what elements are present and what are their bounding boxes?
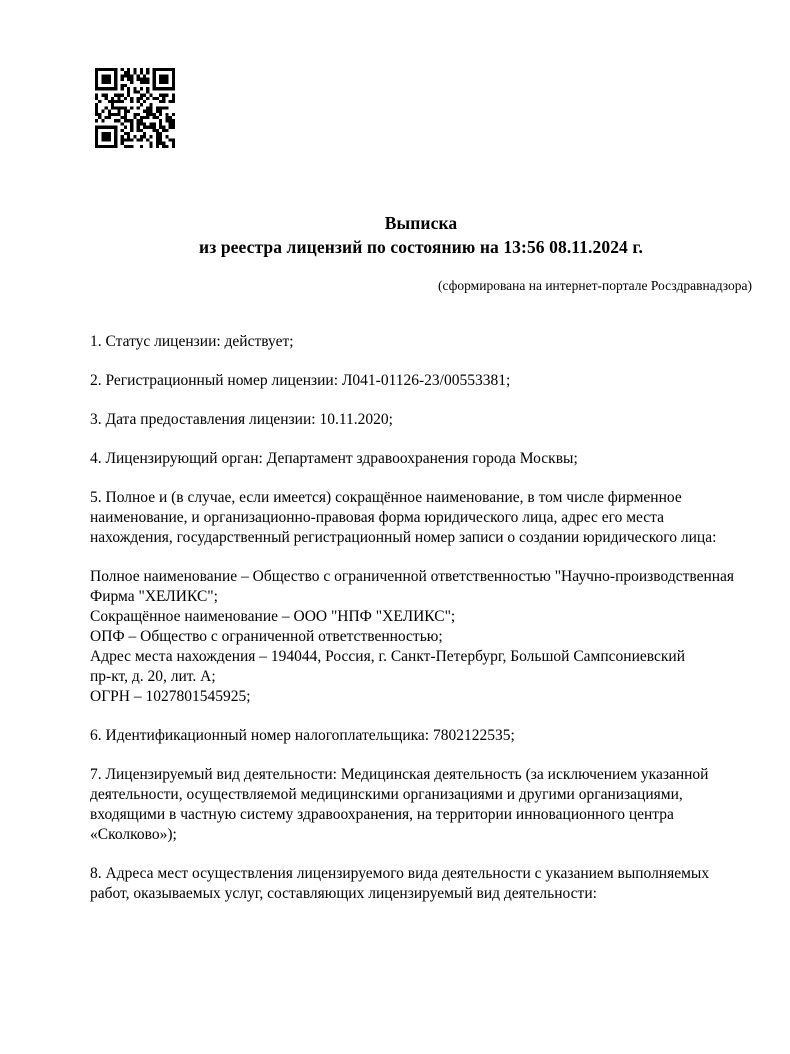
paragraph-line: работ, оказываемых услуг, составляющих лицензируемый вид деятельности: [90, 885, 597, 902]
paragraph [90, 864, 752, 904]
paragraph-line: Полное наименование – Общество с ограниченной ответственностью "Научно-производственная [90, 568, 735, 585]
paragraph-line: 6. Идентификационный номер налогоплательщика: 7802122535; [90, 727, 515, 744]
paragraph-line: 8. Адреса мест осуществления лицензируемого вида деятельности с указанием выполняемых [90, 865, 710, 882]
document-title [90, 211, 752, 259]
paragraph-line: ОГРН – 1027801545925; [90, 688, 251, 705]
document-body [90, 332, 752, 904]
paragraph-line: 4. Лицензирующий орган: Департамент здравоохранения города Москвы; [90, 450, 578, 467]
paragraph-line: Адрес места нахождения – 194044, Россия, г. Санкт-Петербург, Большой Сампсониевский [90, 648, 685, 665]
paragraph-line: входящими в частную систему здравоохранения, на территории инновационного центра [90, 806, 674, 823]
paragraph-line: ОПФ – Общество с ограниченной ответственностью; [90, 628, 443, 645]
paragraph [90, 765, 752, 845]
title-line-2: из реестра лицензий по состоянию на 13:56 08.11.2024 г. [199, 237, 643, 257]
paragraph-line: наименование, и организационно-правовая форма юридического лица, адрес его места [90, 509, 665, 526]
document-content [90, 0, 752, 923]
paragraph-line: 1. Статус лицензии: действует; [90, 333, 294, 350]
paragraph-line: деятельности, осуществляемой медицинскими организациями и другими организациями, [90, 786, 683, 803]
paragraph [90, 371, 752, 391]
paragraph-line: 3. Дата предоставления лицензии: 10.11.2020; [90, 411, 393, 428]
paragraph [90, 410, 752, 430]
paragraph-line: пр-кт, д. 20, лит. А; [90, 668, 216, 685]
paragraph-line: Фирма "ХЕЛИКС"; [90, 588, 218, 605]
paragraph [90, 449, 752, 469]
paragraph [90, 332, 752, 352]
paragraph [90, 726, 752, 746]
paragraph [90, 567, 752, 707]
paragraph-line: Сокращённое наименование – ООО "НПФ "ХЕЛИКС"; [90, 608, 456, 625]
paragraph-line: 7. Лицензируемый вид деятельности: Медицинская деятельность (за исключением указанной [90, 766, 709, 783]
paragraph [90, 488, 752, 548]
paragraph-line: 5. Полное и (в случае, если имеется) сокращённое наименование, в том числе фирменное [90, 489, 682, 506]
title-line-1: Выписка [384, 213, 458, 233]
paragraph-line: «Сколково»); [90, 826, 177, 843]
paragraph-line: нахождения, государственный регистрационный номер записи о создании юридического лица: [90, 529, 717, 546]
document-subtitle: (сформирована на интернет-портале Росздравнадзора) [437, 278, 752, 293]
paragraph-line: 2. Регистрационный номер лицензии: Л041-01126-23/00553381; [90, 372, 511, 389]
